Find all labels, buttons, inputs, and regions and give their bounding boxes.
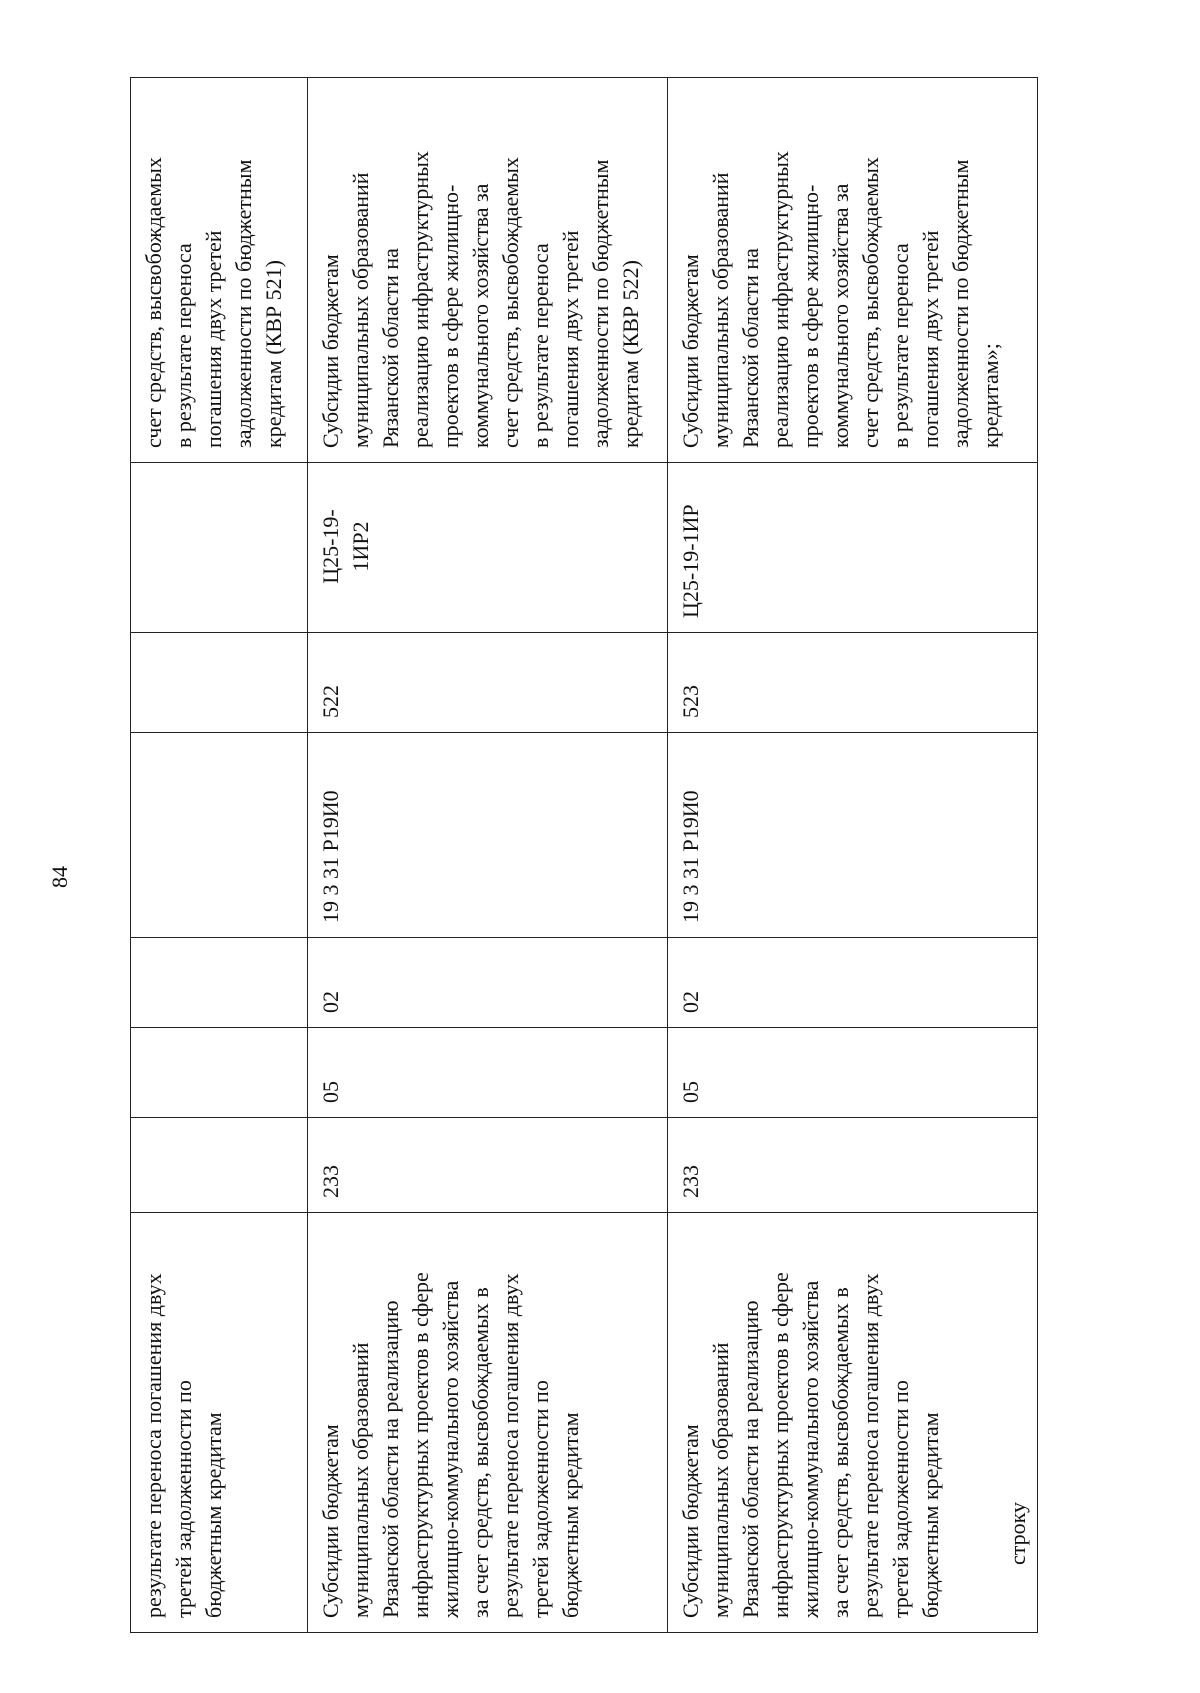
cell-description: счет средств, высвобождаемых в результате переноса погашения двух третей задолженности по бюджетным кредитам (КВР 521) — [131, 78, 308, 463]
table-row — [131, 78, 308, 1633]
cell-subsection — [131, 938, 308, 1028]
cell-code: Ц25-19-1ИР — [668, 463, 1038, 633]
cell-grbs — [131, 1118, 308, 1213]
cell-code — [131, 463, 308, 633]
cell-name: результате переноса погашения двух третей задолженности по бюджетным кредитам — [131, 1213, 308, 1633]
cell-target-article: 19 3 31 Р19И0 — [668, 733, 1038, 938]
cell-target-article — [131, 733, 308, 938]
table-row — [308, 78, 668, 1633]
cell-section — [131, 1028, 308, 1118]
cell-expense-type — [131, 633, 308, 733]
cell-description: Субсидии бюджетам муниципальных образований Рязанской области на реализацию инфраструктурных проектов в сфере жилищно- коммунального хозяйства за счет средств, высвобождаемых в результате переноса погашения двух третей задолженности по бюджетным кредитам»; — [668, 78, 1038, 463]
page-number: 84 — [47, 866, 72, 888]
cell-grbs: 233 — [308, 1118, 668, 1213]
cell-code: Ц25-19- 1ИР2 — [308, 463, 668, 633]
cell-subsection: 02 — [308, 938, 668, 1028]
cell-description: Субсидии бюджетам муниципальных образований Рязанской области на реализацию инфраструктурных проектов в сфере жилищно- коммунального хозяйства за счет средств, высвобождаемых в результате переноса погашения двух третей задолженности по бюджетным кредитам (КВР 522) — [308, 78, 668, 463]
table-row — [668, 78, 1038, 1633]
cell-grbs: 233 — [668, 1118, 1038, 1213]
cell-subsection: 02 — [668, 938, 1038, 1028]
cell-expense-type: 522 — [308, 633, 668, 733]
cell-name: Субсидии бюджетам муниципальных образований Рязанской области на реализацию инфраструктурных проектов в сфере жилищно-коммунального хозяйства за счет средств, высвобождаемых в результате переноса погашения двух третей задолженности по бюджетным кредитам — [308, 1213, 668, 1633]
trailer-text: строку — [1005, 1501, 1030, 1565]
budget-table — [130, 77, 1038, 1633]
cell-section: 05 — [668, 1028, 1038, 1118]
cell-target-article: 19 3 31 Р19И0 — [308, 733, 668, 938]
cell-section: 05 — [308, 1028, 668, 1118]
cell-expense-type: 523 — [668, 633, 1038, 733]
cell-name: Субсидии бюджетам муниципальных образований Рязанской области на реализацию инфраструктурных проектов в сфере жилищно-коммунального хозяйства за счет средств, высвобождаемых в результате переноса погашения двух третей задолженности по бюджетным кредитам — [668, 1213, 1038, 1633]
